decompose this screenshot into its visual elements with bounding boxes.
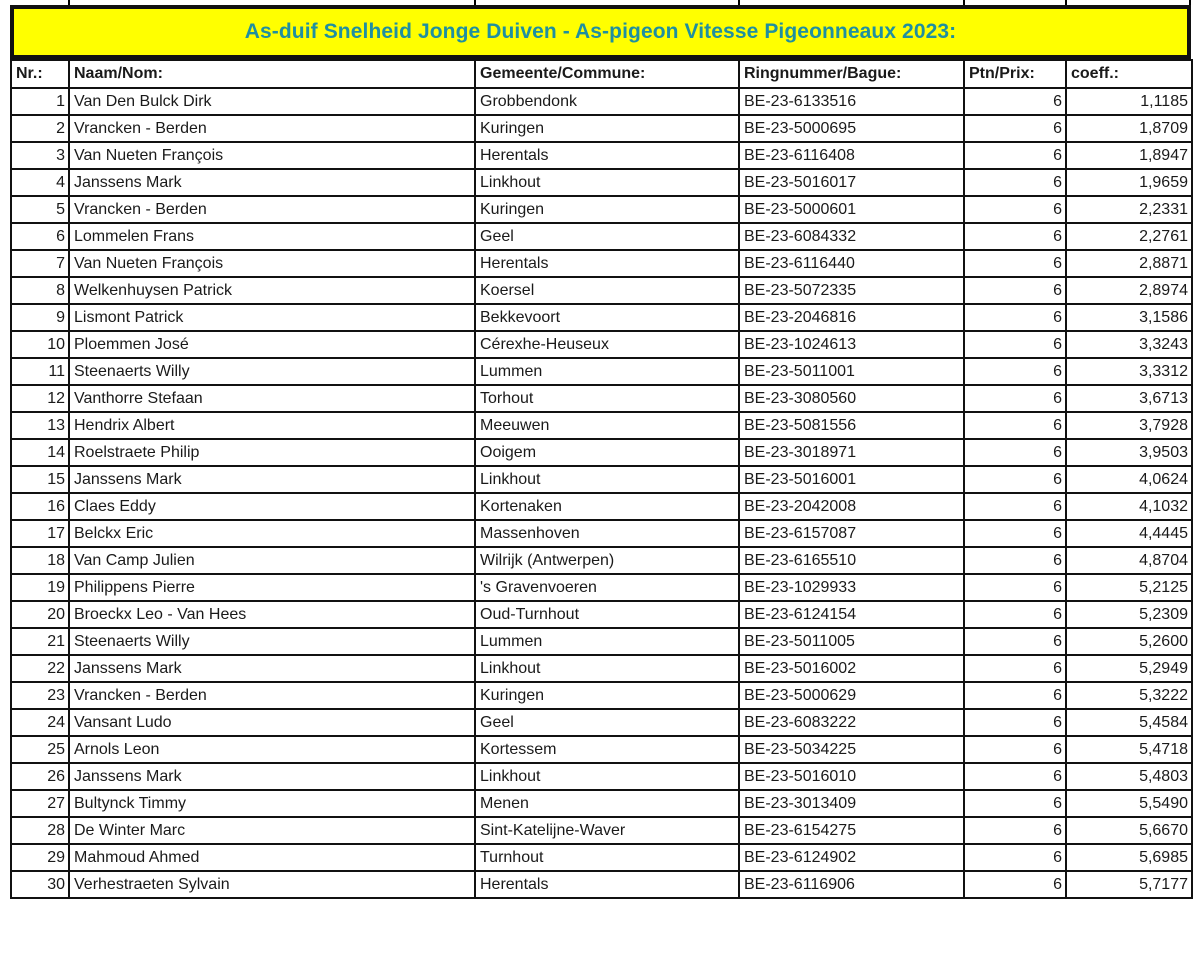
cell-town: Herentals — [475, 250, 739, 277]
cell-town: Turnhout — [475, 844, 739, 871]
cell-town: Linkhout — [475, 655, 739, 682]
table-row — [11, 439, 1192, 466]
table-row — [11, 547, 1192, 574]
results-sheet — [10, 0, 1191, 899]
cell-nr: 7 — [11, 250, 69, 277]
cell-ring: BE-23-5000629 — [739, 682, 964, 709]
cell-town: Kuringen — [475, 115, 739, 142]
cell-coefficient: 5,3222 — [1066, 682, 1192, 709]
cell-coefficient: 1,8947 — [1066, 142, 1192, 169]
cell-town: Ooigem — [475, 439, 739, 466]
cell-ring: BE-23-6154275 — [739, 817, 964, 844]
cell-points: 6 — [964, 655, 1066, 682]
cell-name: Steenaerts Willy — [69, 358, 475, 385]
cell-nr: 9 — [11, 304, 69, 331]
cell-points: 6 — [964, 466, 1066, 493]
cell-ring: BE-23-6133516 — [739, 88, 964, 115]
table-row — [11, 223, 1192, 250]
cell-ring: BE-23-2042008 — [739, 493, 964, 520]
cell-coefficient: 5,6985 — [1066, 844, 1192, 871]
cell-name: Vanthorre Stefaan — [69, 385, 475, 412]
table-row — [11, 655, 1192, 682]
cell-name: Belckx Eric — [69, 520, 475, 547]
cell-ring: BE-23-5072335 — [739, 277, 964, 304]
cell-name: Vansant Ludo — [69, 709, 475, 736]
cell-ring: BE-23-5016017 — [739, 169, 964, 196]
cell-points: 6 — [964, 547, 1066, 574]
cell-town: Meeuwen — [475, 412, 739, 439]
cell-town: Lummen — [475, 628, 739, 655]
table-row — [11, 520, 1192, 547]
title-banner — [10, 5, 1191, 59]
cell-ring: BE-23-5000695 — [739, 115, 964, 142]
cell-name: Verhestraeten Sylvain — [69, 871, 475, 898]
cell-name: Lommelen Frans — [69, 223, 475, 250]
cell-points: 6 — [964, 736, 1066, 763]
cell-town: Massenhoven — [475, 520, 739, 547]
cell-nr: 24 — [11, 709, 69, 736]
cell-ring: BE-23-5034225 — [739, 736, 964, 763]
cell-name: Van Nueten François — [69, 142, 475, 169]
cell-name: Janssens Mark — [69, 655, 475, 682]
table-row — [11, 628, 1192, 655]
cell-coefficient: 3,9503 — [1066, 439, 1192, 466]
table-row — [11, 385, 1192, 412]
cell-ring: BE-23-1029933 — [739, 574, 964, 601]
table-row — [11, 466, 1192, 493]
cell-nr: 16 — [11, 493, 69, 520]
cell-nr: 22 — [11, 655, 69, 682]
cell-points: 6 — [964, 412, 1066, 439]
cell-ring: BE-23-5000601 — [739, 196, 964, 223]
cell-nr: 5 — [11, 196, 69, 223]
cell-coefficient: 1,9659 — [1066, 169, 1192, 196]
cell-town: Lummen — [475, 358, 739, 385]
cell-town: Geel — [475, 709, 739, 736]
cell-coefficient: 4,0624 — [1066, 466, 1192, 493]
cell-coefficient: 4,8704 — [1066, 547, 1192, 574]
cell-coefficient: 5,4584 — [1066, 709, 1192, 736]
cell-ring: BE-23-5011005 — [739, 628, 964, 655]
cell-nr: 27 — [11, 790, 69, 817]
table-row — [11, 790, 1192, 817]
cell-points: 6 — [964, 763, 1066, 790]
cell-points: 6 — [964, 871, 1066, 898]
cell-nr: 4 — [11, 169, 69, 196]
cell-town: Grobbendonk — [475, 88, 739, 115]
cell-town: Torhout — [475, 385, 739, 412]
column-header-coefficient: coeff.: — [1066, 60, 1192, 88]
cell-nr: 29 — [11, 844, 69, 871]
cell-coefficient: 5,7177 — [1066, 871, 1192, 898]
cell-name: Welkenhuysen Patrick — [69, 277, 475, 304]
top-gridline-stubs — [10, 0, 1191, 5]
cell-ring: BE-23-5081556 — [739, 412, 964, 439]
cell-town: 's Gravenvoeren — [475, 574, 739, 601]
table-row — [11, 331, 1192, 358]
cell-nr: 17 — [11, 520, 69, 547]
cell-town: Bekkevoort — [475, 304, 739, 331]
cell-points: 6 — [964, 358, 1066, 385]
table-row — [11, 277, 1192, 304]
cell-town: Linkhout — [475, 466, 739, 493]
cell-nr: 23 — [11, 682, 69, 709]
cell-coefficient: 3,6713 — [1066, 385, 1192, 412]
cell-ring: BE-23-3018971 — [739, 439, 964, 466]
cell-name: Claes Eddy — [69, 493, 475, 520]
cell-coefficient: 5,4718 — [1066, 736, 1192, 763]
cell-town: Geel — [475, 223, 739, 250]
cell-ring: BE-23-2046816 — [739, 304, 964, 331]
cell-nr: 19 — [11, 574, 69, 601]
cell-coefficient: 1,1185 — [1066, 88, 1192, 115]
cell-name: Van Camp Julien — [69, 547, 475, 574]
cell-points: 6 — [964, 331, 1066, 358]
column-header-name: Naam/Nom: — [69, 60, 475, 88]
cell-town: Sint-Katelijne-Waver — [475, 817, 739, 844]
cell-ring: BE-23-6165510 — [739, 547, 964, 574]
cell-nr: 20 — [11, 601, 69, 628]
cell-nr: 6 — [11, 223, 69, 250]
cell-coefficient: 3,3243 — [1066, 331, 1192, 358]
table-row — [11, 250, 1192, 277]
cell-ring: BE-23-3013409 — [739, 790, 964, 817]
cell-name: Janssens Mark — [69, 169, 475, 196]
cell-ring: BE-23-1024613 — [739, 331, 964, 358]
cell-nr: 18 — [11, 547, 69, 574]
cell-name: Vrancken - Berden — [69, 196, 475, 223]
cell-points: 6 — [964, 844, 1066, 871]
table-row — [11, 709, 1192, 736]
table-row — [11, 763, 1192, 790]
cell-coefficient: 3,3312 — [1066, 358, 1192, 385]
cell-name: Hendrix Albert — [69, 412, 475, 439]
cell-nr: 8 — [11, 277, 69, 304]
cell-coefficient: 1,8709 — [1066, 115, 1192, 142]
cell-points: 6 — [964, 142, 1066, 169]
cell-coefficient: 5,2949 — [1066, 655, 1192, 682]
cell-ring: BE-23-6083222 — [739, 709, 964, 736]
cell-town: Oud-Turnhout — [475, 601, 739, 628]
cell-name: Arnols Leon — [69, 736, 475, 763]
column-header-nr: Nr.: — [11, 60, 69, 88]
table-row — [11, 601, 1192, 628]
column-header-ring: Ringnummer/Bague: — [739, 60, 964, 88]
cell-points: 6 — [964, 493, 1066, 520]
cell-coefficient: 5,2600 — [1066, 628, 1192, 655]
cell-town: Wilrijk (Antwerpen) — [475, 547, 739, 574]
column-header-town: Gemeente/Commune: — [475, 60, 739, 88]
table-row — [11, 88, 1192, 115]
cell-nr: 13 — [11, 412, 69, 439]
table-row — [11, 682, 1192, 709]
cell-name: Ploemmen José — [69, 331, 475, 358]
cell-ring: BE-23-6124902 — [739, 844, 964, 871]
cell-coefficient: 5,5490 — [1066, 790, 1192, 817]
cell-coefficient: 5,6670 — [1066, 817, 1192, 844]
cell-name: Vrancken - Berden — [69, 682, 475, 709]
cell-points: 6 — [964, 817, 1066, 844]
table-row — [11, 115, 1192, 142]
cell-coefficient: 3,7928 — [1066, 412, 1192, 439]
cell-town: Kortenaken — [475, 493, 739, 520]
cell-name: Van Den Bulck Dirk — [69, 88, 475, 115]
cell-nr: 10 — [11, 331, 69, 358]
cell-coefficient: 2,8974 — [1066, 277, 1192, 304]
cell-nr: 14 — [11, 439, 69, 466]
cell-points: 6 — [964, 169, 1066, 196]
cell-nr: 3 — [11, 142, 69, 169]
cell-name: Van Nueten François — [69, 250, 475, 277]
cell-name: De Winter Marc — [69, 817, 475, 844]
table-row — [11, 493, 1192, 520]
results-table — [10, 59, 1193, 899]
cell-nr: 1 — [11, 88, 69, 115]
cell-points: 6 — [964, 304, 1066, 331]
table-row — [11, 736, 1192, 763]
table-row — [11, 142, 1192, 169]
cell-points: 6 — [964, 682, 1066, 709]
cell-town: Linkhout — [475, 763, 739, 790]
cell-name: Broeckx Leo - Van Hees — [69, 601, 475, 628]
cell-coefficient: 2,8871 — [1066, 250, 1192, 277]
cell-town: Menen — [475, 790, 739, 817]
cell-nr: 11 — [11, 358, 69, 385]
cell-points: 6 — [964, 250, 1066, 277]
cell-coefficient: 4,1032 — [1066, 493, 1192, 520]
cell-ring: BE-23-6116440 — [739, 250, 964, 277]
cell-town: Cérexhe-Heuseux — [475, 331, 739, 358]
cell-ring: BE-23-5016010 — [739, 763, 964, 790]
cell-name: Steenaerts Willy — [69, 628, 475, 655]
table-row — [11, 196, 1192, 223]
cell-nr: 30 — [11, 871, 69, 898]
cell-town: Linkhout — [475, 169, 739, 196]
cell-points: 6 — [964, 277, 1066, 304]
cell-points: 6 — [964, 520, 1066, 547]
cell-town: Herentals — [475, 142, 739, 169]
cell-town: Kuringen — [475, 196, 739, 223]
cell-nr: 25 — [11, 736, 69, 763]
table-row — [11, 574, 1192, 601]
cell-nr: 12 — [11, 385, 69, 412]
cell-nr: 21 — [11, 628, 69, 655]
cell-points: 6 — [964, 223, 1066, 250]
header-row — [11, 60, 1192, 88]
cell-name: Bultynck Timmy — [69, 790, 475, 817]
cell-coefficient: 5,4803 — [1066, 763, 1192, 790]
cell-name: Janssens Mark — [69, 466, 475, 493]
cell-coefficient: 2,2331 — [1066, 196, 1192, 223]
cell-name: Lismont Patrick — [69, 304, 475, 331]
table-row — [11, 412, 1192, 439]
column-header-points: Ptn/Prix: — [964, 60, 1066, 88]
cell-nr: 2 — [11, 115, 69, 142]
cell-coefficient: 5,2125 — [1066, 574, 1192, 601]
table-row — [11, 817, 1192, 844]
cell-coefficient: 2,2761 — [1066, 223, 1192, 250]
table-row — [11, 871, 1192, 898]
cell-points: 6 — [964, 628, 1066, 655]
cell-points: 6 — [964, 601, 1066, 628]
table-row — [11, 169, 1192, 196]
cell-ring: BE-23-5016002 — [739, 655, 964, 682]
cell-town: Kuringen — [475, 682, 739, 709]
cell-ring: BE-23-6084332 — [739, 223, 964, 250]
cell-points: 6 — [964, 709, 1066, 736]
table-row — [11, 844, 1192, 871]
cell-coefficient: 5,2309 — [1066, 601, 1192, 628]
table-row — [11, 304, 1192, 331]
cell-ring: BE-23-5011001 — [739, 358, 964, 385]
cell-points: 6 — [964, 439, 1066, 466]
cell-points: 6 — [964, 790, 1066, 817]
cell-points: 6 — [964, 196, 1066, 223]
page-title: As-duif Snelheid Jonge Duiven - As-pigeon Vitesse Pigeonneaux 2023: — [244, 20, 957, 43]
cell-points: 6 — [964, 88, 1066, 115]
cell-nr: 15 — [11, 466, 69, 493]
cell-nr: 28 — [11, 817, 69, 844]
cell-ring: BE-23-6116408 — [739, 142, 964, 169]
cell-name: Roelstraete Philip — [69, 439, 475, 466]
cell-points: 6 — [964, 385, 1066, 412]
cell-points: 6 — [964, 574, 1066, 601]
cell-name: Janssens Mark — [69, 763, 475, 790]
cell-ring: BE-23-6116906 — [739, 871, 964, 898]
cell-ring: BE-23-3080560 — [739, 385, 964, 412]
cell-name: Vrancken - Berden — [69, 115, 475, 142]
cell-coefficient: 4,4445 — [1066, 520, 1192, 547]
table-row — [11, 358, 1192, 385]
cell-nr: 26 — [11, 763, 69, 790]
cell-points: 6 — [964, 115, 1066, 142]
cell-town: Kortessem — [475, 736, 739, 763]
cell-ring: BE-23-5016001 — [739, 466, 964, 493]
cell-name: Philippens Pierre — [69, 574, 475, 601]
cell-name: Mahmoud Ahmed — [69, 844, 475, 871]
cell-ring: BE-23-6157087 — [739, 520, 964, 547]
cell-town: Koersel — [475, 277, 739, 304]
cell-town: Herentals — [475, 871, 739, 898]
cell-coefficient: 3,1586 — [1066, 304, 1192, 331]
cell-ring: BE-23-6124154 — [739, 601, 964, 628]
